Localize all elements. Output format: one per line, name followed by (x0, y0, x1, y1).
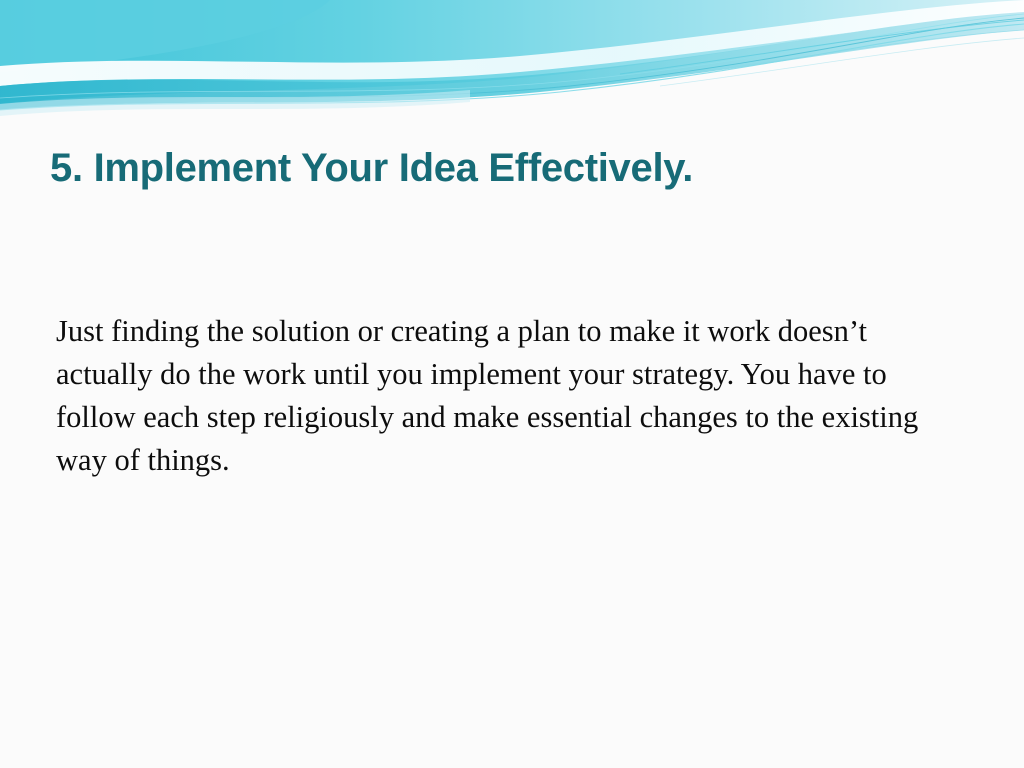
page-title: 5. Implement Your Idea Effectively. (50, 146, 694, 190)
slide-body-text: Just finding the solution or creating a plan to make it work doesn’t actually do the work until you implement your strategy. You have to follow each step religiously and make essential changes to the existing way of things. (56, 314, 919, 477)
teal-wave-banner-icon (0, 0, 1024, 160)
